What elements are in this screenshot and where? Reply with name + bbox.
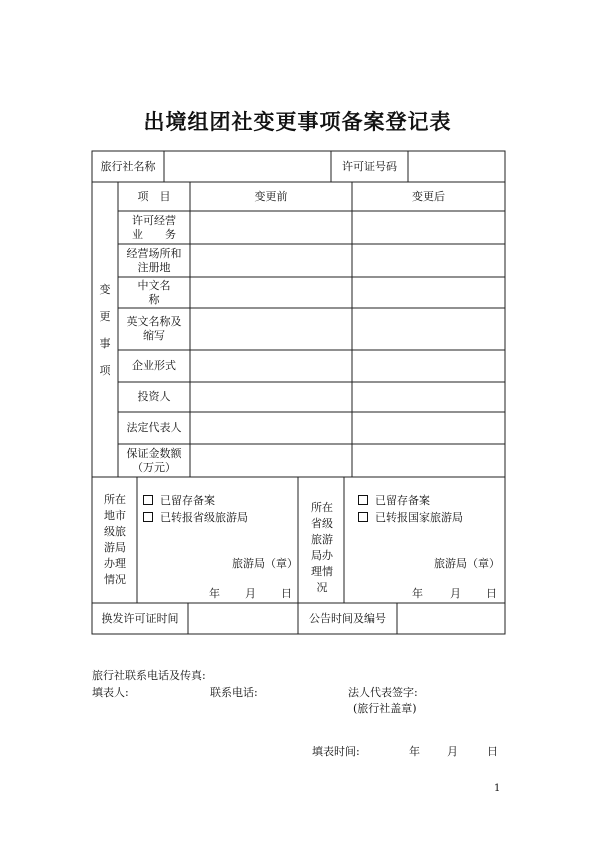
city-option-forwarded[interactable] [143, 510, 248, 526]
form-title: 出境组团社变更事项备案登记表 [143, 109, 452, 134]
col-item-header: 项 目 [137, 190, 171, 203]
province-option-filed-label: 已留存备案 [375, 494, 430, 507]
before-value-field[interactable] [191, 245, 351, 276]
before-value-field[interactable] [191, 351, 351, 381]
province-date-month: 月 [450, 587, 461, 600]
announcement-time-label: 公告时间及编号 [309, 612, 386, 625]
fill-date-year: 年 [409, 745, 420, 758]
city-option-forwarded-label: 已转报省级旅游局 [160, 511, 248, 524]
license-reissue-time-label: 换发许可证时间 [101, 612, 179, 625]
city-bureau-handling-label: 所在 地市 级旅 游局 办理 情况 [104, 493, 126, 586]
before-value-field[interactable] [191, 413, 351, 443]
fill-date-month: 月 [447, 745, 458, 758]
row-item-label: 企业形式 [132, 359, 176, 372]
after-value-field[interactable] [353, 212, 504, 243]
city-date-day: 日 [281, 587, 292, 600]
after-value-field[interactable] [353, 445, 504, 476]
after-value-field[interactable] [353, 309, 504, 349]
before-value-field[interactable] [191, 383, 351, 411]
filler-label: 填表人: [92, 686, 129, 699]
col-after-header: 变更后 [412, 190, 445, 203]
province-date-year: 年 [412, 587, 423, 600]
checkbox-icon[interactable] [143, 512, 153, 522]
row-item-label: 经营场所和注册地 [126, 247, 182, 274]
row-item-label: 中文名称 [137, 279, 171, 306]
fill-date-day: 日 [487, 745, 498, 758]
change-items-section-label: 变 更 事 项 [99, 283, 111, 377]
contact-phone-fax-label: 旅行社联系电话及传真: [92, 669, 206, 682]
announcement-time-field[interactable] [399, 604, 503, 633]
before-value-field[interactable] [191, 445, 351, 476]
city-option-filed[interactable] [143, 493, 215, 509]
license-number-label: 许可证号码 [342, 160, 397, 173]
after-value-field[interactable] [353, 278, 504, 307]
agency-name-label: 旅行社名称 [100, 160, 156, 173]
checkbox-icon[interactable] [358, 512, 368, 522]
row-item-label: 英文名称及缩写 [126, 315, 182, 342]
checkbox-icon[interactable] [143, 495, 153, 505]
province-option-filed[interactable] [358, 493, 430, 509]
row-item-label: 许可经营业 务 [132, 214, 176, 241]
license-reissue-time-field[interactable] [190, 604, 296, 633]
col-before-header: 变更前 [254, 190, 288, 203]
fill-time-label: 填表时间: [312, 745, 360, 758]
province-date-day: 日 [486, 587, 497, 600]
legal-rep-signature-label: 法人代表签字: [348, 686, 418, 699]
province-option-forwarded[interactable] [358, 510, 463, 526]
checkbox-icon[interactable] [358, 495, 368, 505]
city-option-filed-label: 已留存备案 [160, 494, 215, 507]
row-item-label: 法定代表人 [126, 421, 182, 434]
agency-name-field[interactable] [166, 151, 329, 182]
before-value-field[interactable] [191, 212, 351, 243]
contact-phone-label: 联系电话: [210, 686, 258, 699]
before-value-field[interactable] [191, 278, 351, 307]
after-value-field[interactable] [353, 245, 504, 276]
row-item-label: 投资人 [137, 390, 171, 403]
row-item-label: 保证金数额（万元） [126, 447, 182, 474]
before-value-field[interactable] [191, 309, 351, 349]
province-bureau-seal-label: 旅游局（章） [434, 557, 500, 570]
city-date-month: 月 [245, 587, 256, 600]
after-value-field[interactable] [353, 413, 504, 443]
province-option-forwarded-label: 已转报国家旅游局 [375, 511, 463, 524]
after-value-field[interactable] [353, 383, 504, 411]
agency-seal-label: (旅行社盖章) [353, 702, 417, 715]
page-number: 1 [494, 783, 501, 794]
city-bureau-seal-label: 旅游局（章） [232, 557, 298, 570]
after-value-field[interactable] [353, 351, 504, 381]
province-bureau-handling-label: 所在 省级 旅游 局办 理情 况 [311, 501, 333, 594]
city-date-year: 年 [209, 587, 220, 600]
license-number-field[interactable] [410, 151, 503, 182]
